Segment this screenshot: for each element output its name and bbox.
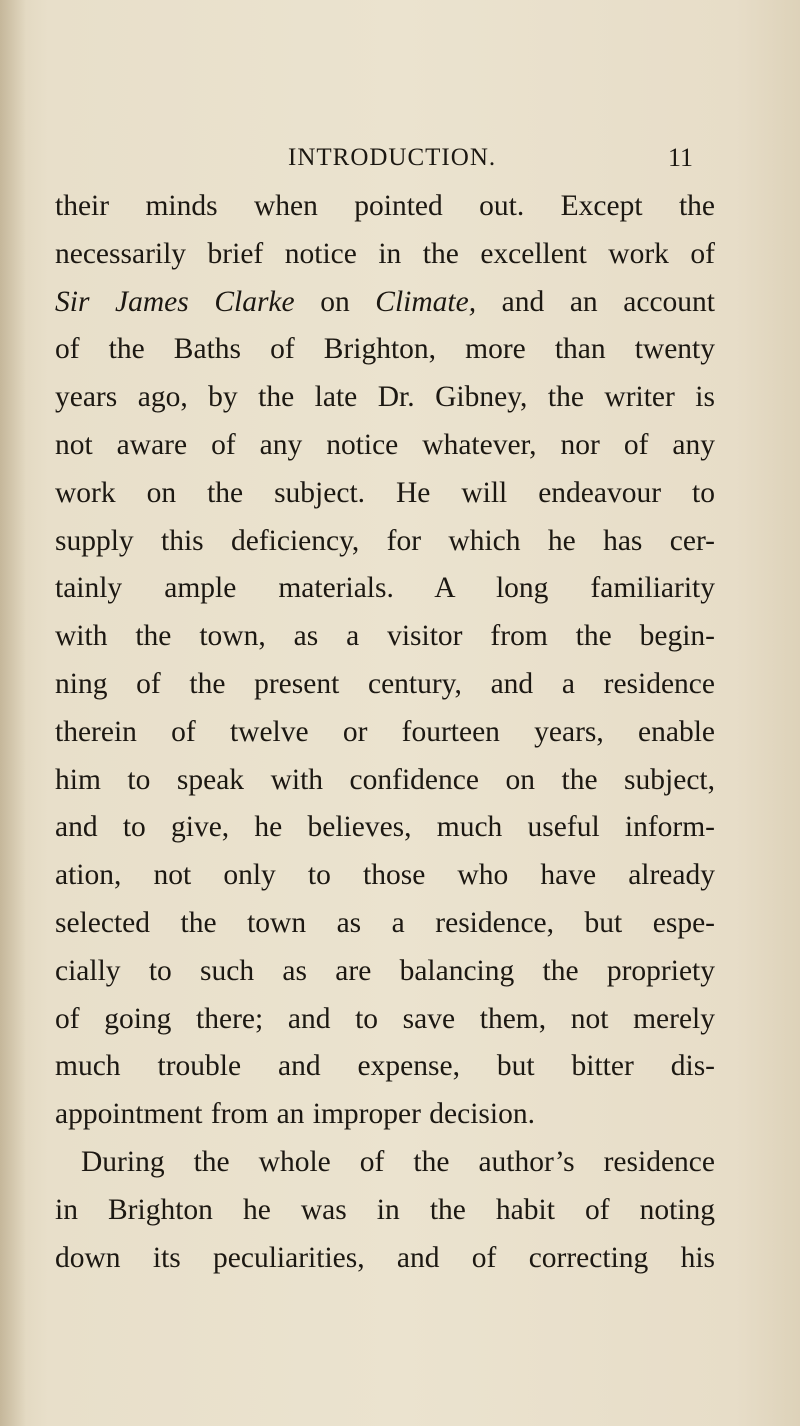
text-line: down its peculiarities, and of correcting his [55,1241,715,1274]
text-line: of the Baths of Brighton, more than twenty [55,333,715,366]
text-line-with-italics [55,279,715,327]
text-fragment: and an account [476,285,715,318]
text-line: tainly ample materials. A long familiarity [55,572,715,605]
paragraph-start-line: During the whole of the author’s residence [81,1145,715,1178]
text-line: with the town, as a visitor from the begin- [55,620,715,653]
text-line: selected the town as a residence, but espe- [55,906,715,939]
body-text [55,183,715,1282]
text-line: ning of the present century, and a residence [55,667,715,700]
text-line: ation, not only to those who have already [55,859,715,892]
text-line: their minds when pointed out. Except the [55,190,715,222]
text-fragment: on [294,285,376,318]
text-line: work on the subject. He will endeavour to [55,476,715,509]
text-line: not aware of any notice whatever, nor of any [55,428,715,461]
text-line: therein of twelve or fourteen years, enable [55,715,715,748]
page-header [0,138,800,178]
text-line: cially to such as are balancing the propriety [55,954,715,987]
running-head: INTRODUCTION. [288,144,497,171]
italic-author-name: Sir James Clarke [55,285,295,318]
italic-book-title: Climate, [375,285,477,318]
text-line: of going there; and to save them, not merely [55,1002,715,1035]
text-line: years ago, by the late Dr. Gibney, the writer is [55,381,715,414]
text-line: him to speak with confidence on the subject, [55,763,715,796]
text-line: in Brighton he was in the habit of noting [55,1193,715,1226]
text-line: and to give, he believes, much useful inform- [55,811,715,844]
paragraph-end-line: appointment from an improper decision. [55,1098,535,1131]
text-line: supply this deficiency, for which he has cer- [55,524,715,557]
page-number: 11 [668,143,694,172]
gutter-shadow [0,0,26,1426]
text-line: much trouble and expense, but bitter dis- [55,1050,715,1083]
text-line: necessarily brief notice in the excellent work of [55,237,715,270]
